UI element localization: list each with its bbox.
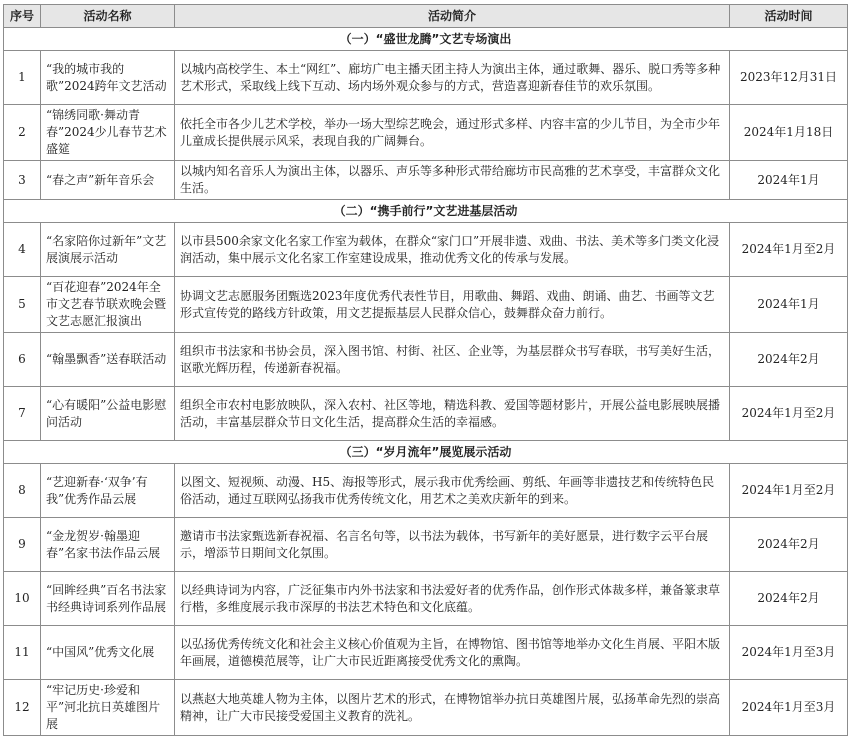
table-row	[4, 223, 848, 277]
row-num: 11	[4, 626, 41, 680]
row-desc: 协调文艺志愿服务团甄选2023年度优秀代表性节目，用歌曲、舞蹈、戏曲、朗诵、曲艺、书画等文艺形式宣传党的路线方针政策，用文艺提振基层人民群众信心，鼓舞群众奋力前行。	[175, 277, 730, 333]
row-time: 2024年1月	[730, 161, 848, 200]
section-row	[4, 200, 848, 223]
table-row	[4, 51, 848, 105]
row-num: 8	[4, 464, 41, 518]
row-desc: 以城内高校学生、本土“网红”、廊坊广电主播天团主持人为演出主体，通过歌舞、器乐、脱口秀等多种艺术形式，采取线上线下互动、场内场外观众参与的方式，营造喜迎新春佳节的欢乐氛围。	[175, 51, 730, 105]
row-time: 2024年1月至2月	[730, 223, 848, 277]
row-desc: 以经典诗词为内容，广泛征集市内外书法家和书法爱好者的优秀作品，创作形式体裁多样，兼备篆隶草行楷，多维度展示我市深厚的书法艺术特色和文化底蕴。	[175, 572, 730, 626]
table-header-row	[4, 5, 848, 28]
row-name: “翰墨飘香”送春联活动	[41, 333, 175, 387]
section-row	[4, 28, 848, 51]
section-title: （一）“盛世龙腾”文艺专场演出	[4, 28, 848, 51]
header-num: 序号	[4, 5, 41, 28]
row-desc: 以燕赵大地英雄人物为主体，以图片艺术的形式，在博物馆举办抗日英雄图片展，弘扬革命先烈的崇高精神，让广大市民接受爱国主义教育的洗礼。	[175, 680, 730, 736]
row-num: 3	[4, 161, 41, 200]
row-desc: 组织市书法家和书协会员，深入图书馆、村街、社区、企业等，为基层群众书写春联，书写美好生活，讴歌光辉历程，传递新春祝福。	[175, 333, 730, 387]
section-row	[4, 441, 848, 464]
table-row	[4, 161, 848, 200]
header-name: 活动名称	[41, 5, 175, 28]
row-time: 2024年2月	[730, 518, 848, 572]
row-num: 9	[4, 518, 41, 572]
table-row	[4, 387, 848, 441]
row-time: 2024年1月至2月	[730, 464, 848, 518]
row-name: “锦绣同歌·舞动青春”2024少儿春节艺术盛筵	[41, 105, 175, 161]
row-name: “百花迎春”2024年全市文艺春节联欢晚会暨文艺志愿汇报演出	[41, 277, 175, 333]
row-name: “牢记历史·珍爱和平”河北抗日英雄图片展	[41, 680, 175, 736]
table-row	[4, 626, 848, 680]
row-desc: 邀请市书法家甄选新春祝福、名言名句等，以书法为载体，书写新年的美好愿景，进行数字云平台展示，增添节日期间文化氛围。	[175, 518, 730, 572]
row-time: 2024年2月	[730, 572, 848, 626]
header-desc: 活动简介	[175, 5, 730, 28]
row-name: “金龙贺岁·翰墨迎春”名家书法作品云展	[41, 518, 175, 572]
section-title: （三）“岁月流年”展览展示活动	[4, 441, 848, 464]
row-num: 5	[4, 277, 41, 333]
row-desc: 组织全市农村电影放映队，深入农村、社区等地，精选科教、爱国等题材影片，开展公益电影展映展播活动，丰富基层群众节日文化生活，提高群众生活的幸福感。	[175, 387, 730, 441]
row-time: 2024年1月18日	[730, 105, 848, 161]
row-num: 2	[4, 105, 41, 161]
row-time: 2024年1月至3月	[730, 626, 848, 680]
row-name: “心有暖阳”公益电影慰问活动	[41, 387, 175, 441]
row-num: 1	[4, 51, 41, 105]
row-name: “中国风”优秀文化展	[41, 626, 175, 680]
row-num: 7	[4, 387, 41, 441]
header-time: 活动时间	[730, 5, 848, 28]
table-row	[4, 572, 848, 626]
row-name: “我的城市我的歌”2024跨年文艺活动	[41, 51, 175, 105]
table-row	[4, 277, 848, 333]
row-num: 10	[4, 572, 41, 626]
section-title: （二）“携手前行”文艺进基层活动	[4, 200, 848, 223]
row-num: 6	[4, 333, 41, 387]
table-row	[4, 680, 848, 736]
table-row	[4, 105, 848, 161]
table-row	[4, 518, 848, 572]
table-row	[4, 333, 848, 387]
row-desc: 以城内知名音乐人为演出主体，以器乐、声乐等多种形式带给廊坊市民高雅的艺术享受，丰富群众文化生活。	[175, 161, 730, 200]
row-name: “艺迎新春·‘双争’有我”优秀作品云展	[41, 464, 175, 518]
row-name: “春之声”新年音乐会	[41, 161, 175, 200]
row-time: 2024年1月	[730, 277, 848, 333]
row-time: 2024年1月至2月	[730, 387, 848, 441]
activity-table	[3, 4, 848, 736]
row-desc: 以图文、短视频、动漫、H5、海报等形式，展示我市优秀绘画、剪纸、年画等非遗技艺和传统特色民俗活动，通过互联网弘扬我市优秀传统文化，用艺术之美欢庆新年的到来。	[175, 464, 730, 518]
row-num: 4	[4, 223, 41, 277]
row-name: “回眸经典”百名书法家书经典诗词系列作品展	[41, 572, 175, 626]
row-time: 2024年1月至3月	[730, 680, 848, 736]
table-row	[4, 464, 848, 518]
row-num: 12	[4, 680, 41, 736]
row-time: 2023年12月31日	[730, 51, 848, 105]
row-desc: 以市县500余家文化名家工作室为载体，在群众“家门口”开展非遗、戏曲、书法、美术等多门类文化浸润活动，集中展示文化名家工作室建设成果，推动优秀文化的传承与发展。	[175, 223, 730, 277]
row-time: 2024年2月	[730, 333, 848, 387]
row-desc: 依托全市各少儿艺术学校，举办一场大型综艺晚会，通过形式多样、内容丰富的少儿节目，为全市少年儿童成长提供展示风采，表现自我的广阔舞台。	[175, 105, 730, 161]
row-name: “名家陪你过新年”文艺展演展示活动	[41, 223, 175, 277]
row-desc: 以弘扬优秀传统文化和社会主义核心价值观为主旨，在博物馆、图书馆等地举办文化生肖展、平阳木版年画展，道德模范展等，让广大市民近距离接受优秀文化的熏陶。	[175, 626, 730, 680]
